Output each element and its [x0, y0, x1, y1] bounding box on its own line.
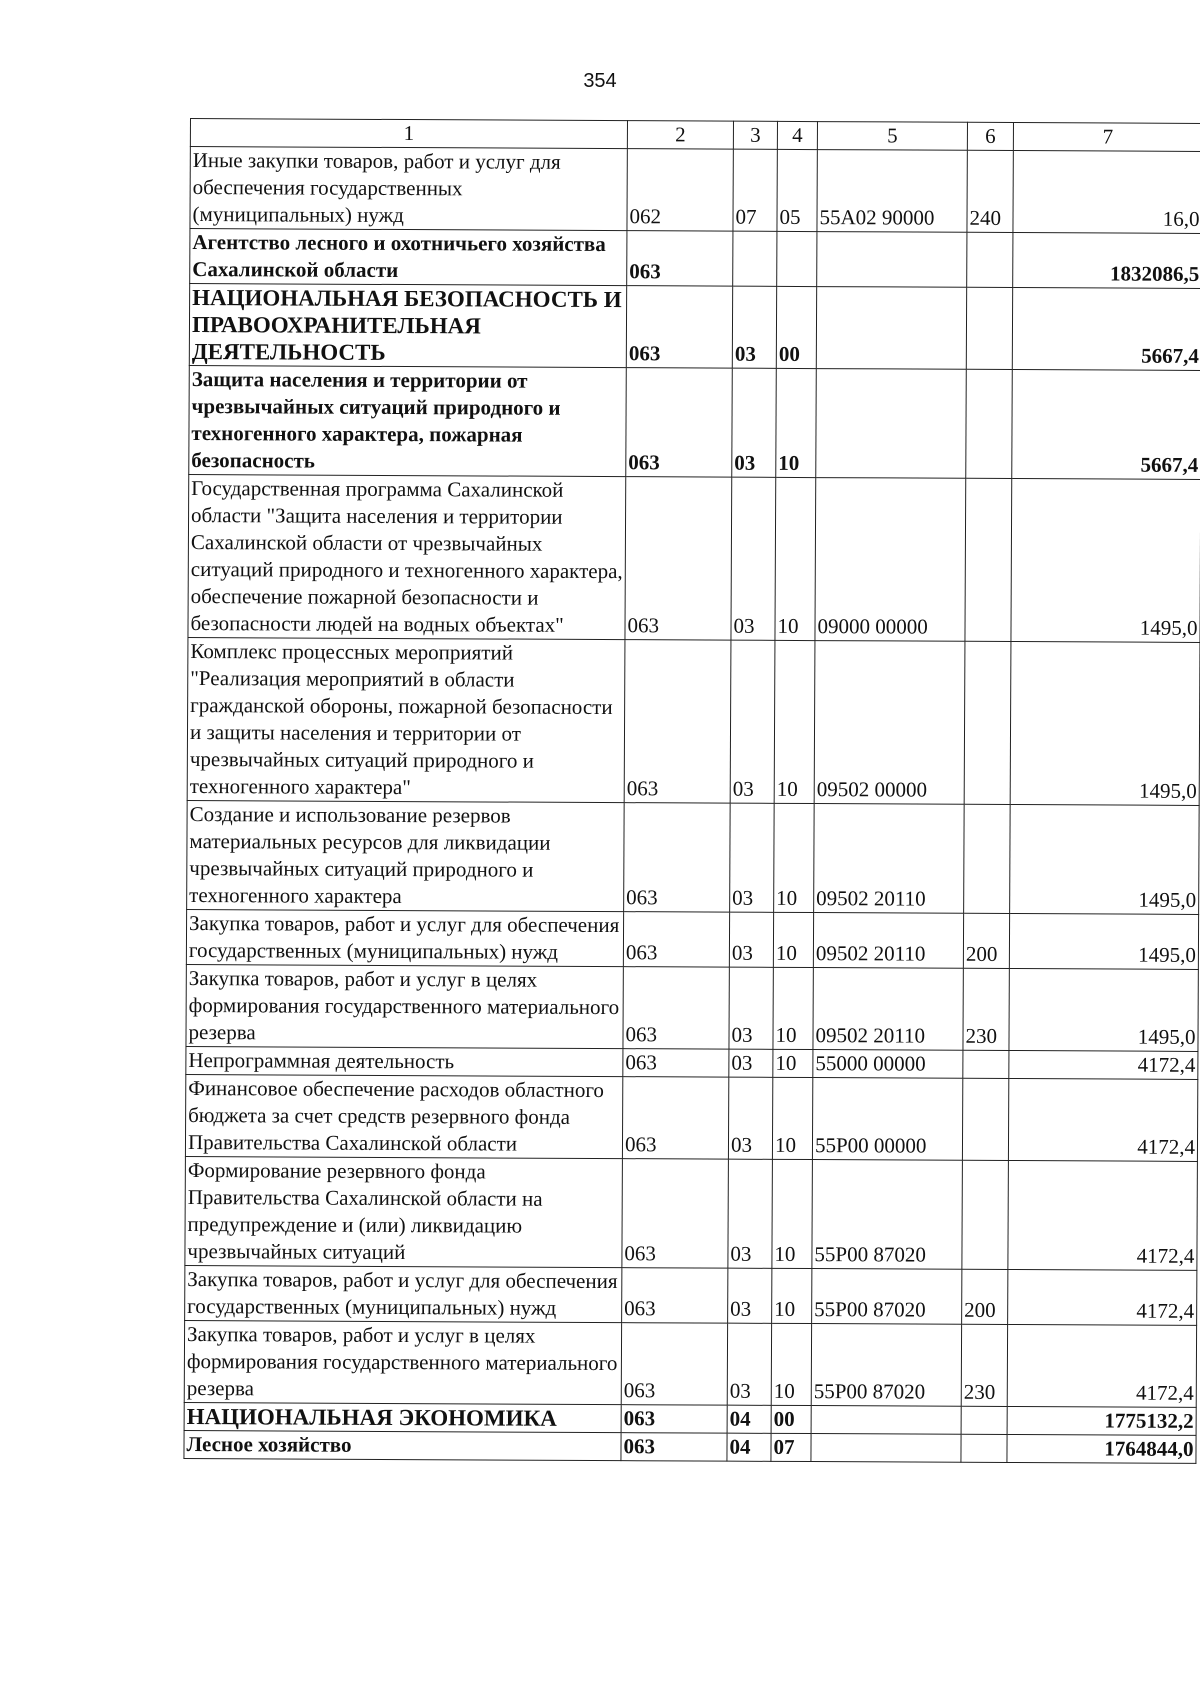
- row-ministry-code: 063: [622, 1268, 728, 1324]
- column-header: 6: [967, 122, 1013, 150]
- row-section: 03: [729, 967, 773, 1049]
- row-name: Агентство лесного и охотничьего хозяйства Сахалинской области: [190, 229, 627, 286]
- row-subsection: 10: [773, 967, 813, 1049]
- table-row: [190, 147, 1200, 234]
- row-target-article: 55Р00 00000: [812, 1078, 962, 1161]
- table-row: [186, 964, 1198, 1051]
- row-subsection: 05: [777, 149, 817, 231]
- row-expense-type: [962, 1078, 1008, 1160]
- row-amount: 1495,0: [1011, 479, 1200, 643]
- row-ministry-code: 063: [623, 912, 729, 968]
- row-expense-type: 200: [963, 913, 1009, 968]
- row-section: 03: [729, 1049, 773, 1077]
- row-ministry-code: 063: [622, 1077, 728, 1160]
- row-target-article: 55А02 90000: [817, 150, 967, 233]
- row-amount: 1775132,2: [1007, 1407, 1196, 1436]
- row-subsection: 10: [774, 803, 815, 912]
- row-subsection: 00: [771, 1405, 811, 1433]
- row-expense-type: 230: [961, 1324, 1007, 1406]
- row-target-article: [816, 369, 967, 479]
- row-section: 03: [729, 912, 773, 967]
- row-section: 03: [730, 803, 775, 912]
- row-section: 03: [732, 368, 777, 477]
- table-row: [185, 1265, 1197, 1325]
- table-row: [186, 909, 1198, 969]
- column-header: 2: [627, 121, 733, 150]
- row-expense-type: [964, 641, 1011, 804]
- column-header: 5: [817, 122, 967, 151]
- table-row: [186, 1046, 1198, 1079]
- table-row: [185, 1074, 1197, 1161]
- row-target-article: 09502 20110: [814, 804, 965, 914]
- row-amount: 1495,0: [1009, 969, 1198, 1052]
- row-amount: 4172,4: [1007, 1325, 1196, 1408]
- row-subsection: 00: [776, 286, 816, 368]
- row-amount: 4172,4: [1008, 1079, 1197, 1162]
- row-expense-type: 240: [967, 150, 1013, 232]
- row-name: Закупка товаров, работ и услуг в целях формирования государственного материального резерва: [186, 964, 623, 1048]
- table-row: [188, 474, 1200, 642]
- row-expense-type: [961, 1434, 1007, 1462]
- row-ministry-code: 062: [627, 149, 733, 232]
- row-expense-type: [967, 232, 1013, 287]
- row-name: Финансовое обеспечение расходов областного бюджета за счет средств резервного фонда Правительства Сахалинской области: [185, 1074, 622, 1158]
- row-amount: 5667,4: [1012, 370, 1200, 480]
- row-target-article: 09502 20110: [813, 968, 963, 1051]
- row-name: Создание и использование резервов материальных ресурсов для ликвидации чрезвычайных ситуаций природного и техногенного характера: [187, 800, 625, 911]
- row-subsection: 10: [773, 1049, 813, 1077]
- row-amount: 4172,4: [1008, 1161, 1198, 1271]
- row-target-article: [811, 1434, 961, 1463]
- row-target-article: 55Р00 87020: [812, 1269, 962, 1325]
- row-name: Закупка товаров, работ и услуг в целях формирования государственного материального резерва: [184, 1320, 621, 1404]
- row-ministry-code: 063: [621, 1433, 727, 1462]
- row-subsection: 10: [772, 1268, 812, 1323]
- row-amount: 4172,4: [1008, 1270, 1197, 1326]
- table-row: [185, 1156, 1198, 1270]
- row-target-article: 09000 00000: [815, 478, 966, 642]
- row-ministry-code: 063: [624, 640, 731, 804]
- row-target-article: 55000 00000: [813, 1050, 963, 1079]
- row-section: 04: [727, 1433, 771, 1461]
- row-ministry-code: 063: [621, 1405, 727, 1434]
- row-subsection: 10: [774, 640, 815, 803]
- row-subsection: 07: [771, 1433, 811, 1461]
- row-name: Иные закупки товаров, работ и услуг для обеспечения государственных (муниципальных) нужд: [190, 147, 627, 231]
- table-row: [187, 800, 1200, 914]
- row-name: НАЦИОНАЛЬНАЯ БЕЗОПАСНОСТЬ И ПРАВООХРАНИТЕЛЬНАЯ ДЕЯТЕЛЬНОСТЬ: [189, 284, 626, 368]
- row-target-article: [817, 232, 967, 288]
- row-ministry-code: 063: [622, 1159, 729, 1269]
- row-expense-type: [962, 1160, 1009, 1269]
- table-row: [184, 1430, 1196, 1463]
- row-name: Защита населения и территории от чрезвычайных ситуаций природного и техногенного характера, пожарная безопасность: [189, 365, 627, 476]
- row-amount: 1495,0: [1010, 642, 1200, 806]
- row-ministry-code: 063: [626, 286, 732, 369]
- table-row: [184, 1402, 1196, 1435]
- row-name: Формирование резервного фонда Правительства Сахалинской области на предупреждение и (или) ликвидацию чрезвычайных ситуаций: [185, 1156, 623, 1267]
- row-subsection: 10: [772, 1077, 812, 1159]
- row-section: 04: [727, 1405, 771, 1433]
- row-subsection: [777, 231, 817, 286]
- row-ministry-code: 063: [625, 477, 732, 641]
- column-header: 4: [777, 121, 817, 149]
- row-ministry-code: 063: [623, 1049, 729, 1078]
- row-name: Закупка товаров, работ и услуг для обеспечения государственных (муниципальных) нужд: [185, 1265, 622, 1322]
- page-number: 354: [583, 70, 617, 92]
- row-target-article: [811, 1406, 961, 1435]
- column-header: 7: [1013, 123, 1200, 152]
- row-expense-type: [965, 478, 1012, 641]
- row-name: Комплекс процессных мероприятий "Реализация мероприятий в области гражданской обороны, пожарной безопасности и защиты населения и территории от чрезвычайных ситуаций природного и техногенного характера": [187, 637, 625, 802]
- row-section: 07: [733, 149, 777, 231]
- row-subsection: 10: [775, 477, 816, 640]
- row-amount: 16,0: [1013, 151, 1200, 234]
- row-ministry-code: 063: [626, 368, 733, 478]
- table-row: [187, 637, 1200, 805]
- table-row: [189, 284, 1200, 371]
- column-header: 1: [190, 119, 627, 149]
- row-name: Непрограммная деятельность: [186, 1046, 623, 1076]
- row-section: 03: [731, 477, 776, 640]
- row-expense-type: [966, 287, 1012, 369]
- row-section: 03: [727, 1323, 771, 1405]
- row-expense-type: 230: [963, 968, 1009, 1050]
- column-header: 3: [733, 121, 777, 149]
- row-subsection: 10: [776, 368, 817, 477]
- row-section: [733, 231, 777, 286]
- row-expense-type: [966, 369, 1013, 478]
- row-target-article: 55Р00 87020: [811, 1324, 961, 1407]
- row-amount: 5667,4: [1012, 288, 1200, 371]
- row-amount: 4172,4: [1009, 1051, 1198, 1080]
- row-section: 03: [728, 1159, 773, 1268]
- row-name: Лесное хозяйство: [184, 1430, 621, 1460]
- row-name: Закупка товаров, работ и услуг для обеспечения государственных (муниципальных) нужд: [186, 909, 623, 966]
- row-target-article: 09502 20110: [813, 913, 963, 969]
- row-subsection: 10: [771, 1323, 811, 1405]
- table-row: [190, 229, 1200, 289]
- row-expense-type: [961, 1406, 1007, 1434]
- budget-table-body: [184, 119, 1200, 1464]
- table-row: [189, 365, 1200, 479]
- row-target-article: 55Р00 87020: [812, 1160, 963, 1270]
- budget-table: [183, 118, 1200, 1464]
- row-amount: 1495,0: [1010, 805, 1200, 915]
- table-row: [184, 1320, 1196, 1407]
- row-subsection: 10: [772, 1159, 813, 1268]
- row-ministry-code: 063: [624, 803, 731, 913]
- row-amount: 1832086,5: [1013, 233, 1200, 289]
- row-name: Государственная программа Сахалинской области "Защита населения и территории Сахалинской области от чрезвычайных ситуаций природного и техногенного характера, обеспечение пожарной безопасности и безопасности людей на водных объектах": [188, 474, 626, 639]
- row-subsection: 10: [773, 912, 813, 967]
- row-target-article: [816, 287, 966, 370]
- row-expense-type: [963, 1050, 1009, 1078]
- row-ministry-code: 063: [621, 1323, 727, 1406]
- row-target-article: 09502 00000: [814, 641, 965, 805]
- row-section: 03: [730, 640, 775, 803]
- row-amount: 1495,0: [1009, 914, 1198, 970]
- row-section: 03: [728, 1268, 772, 1323]
- row-expense-type: 200: [962, 1269, 1008, 1324]
- row-expense-type: [964, 804, 1011, 913]
- row-amount: 1764844,0: [1007, 1435, 1196, 1464]
- row-ministry-code: 063: [623, 967, 729, 1050]
- row-ministry-code: 063: [627, 231, 733, 287]
- row-section: 03: [732, 286, 776, 368]
- row-name: НАЦИОНАЛЬНАЯ ЭКОНОМИКА: [184, 1402, 621, 1432]
- row-section: 03: [728, 1077, 772, 1159]
